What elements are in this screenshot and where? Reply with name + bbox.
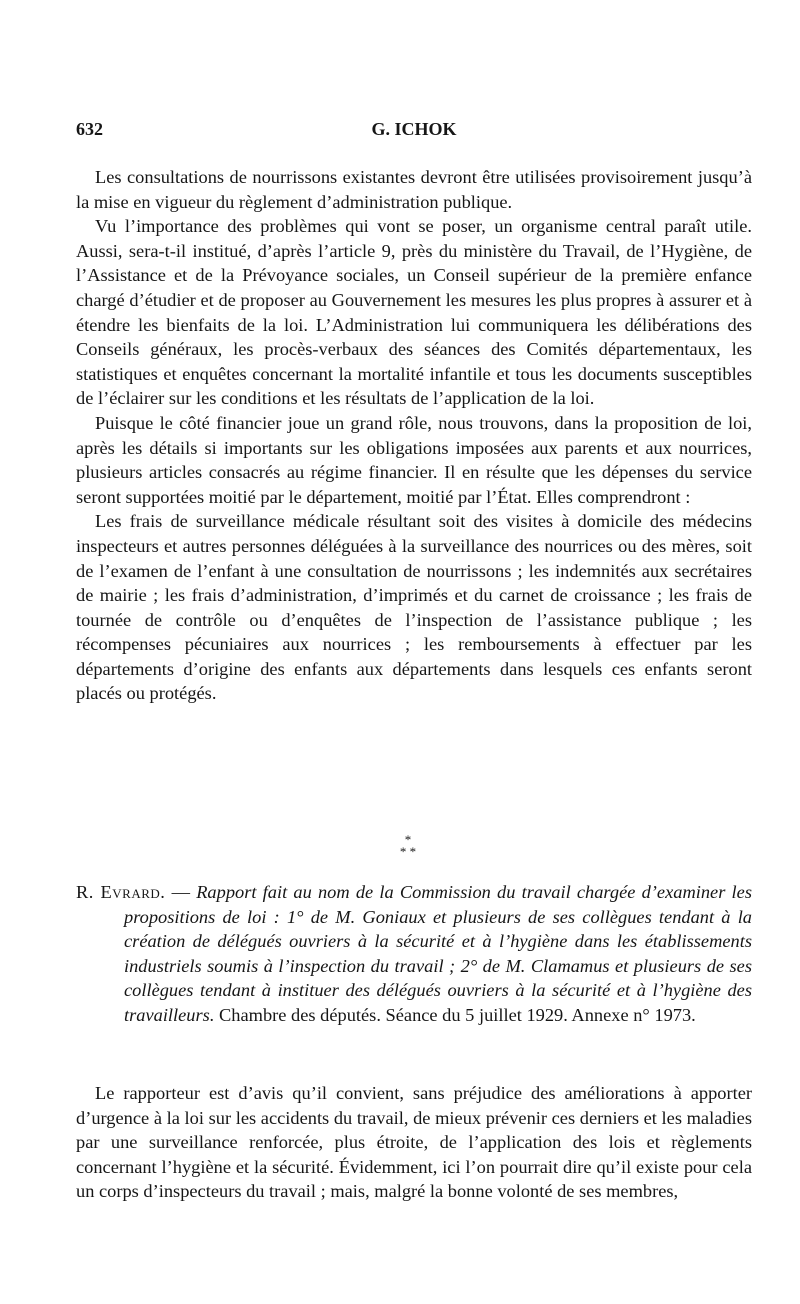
asterism-top: * [404,832,412,847]
asterism-separator [388,834,428,864]
paragraph: Les frais de surveillance médicale résultant soit des visites à domicile des médecins inspecteurs et autres personnes déléguées à la surveillance des nourrices ou des mères, soit de l’examen de l’enfant à une consultation de nourrissons ; les indemnités aux secrétaires de mairie ; les frais d’administration, d’imprimés et du carnet de croissance ; les frais de tournée de contrôle ou d’enquêtes de l’inspection de l’assistance publique ; les récompenses pécuniaires aux nourrices ; les remboursements à effectuer par les départements d’origine des enfants aux départements dans lesquels ces enfants seront placés ou protégés. [76,511,752,704]
bibliographic-entry [76,880,752,1028]
citation-author: R. Evrard. [76,882,166,902]
citation-title: Rapport fait au nom de la Commission du travail chargée d’examiner les propositions de loi : 1° de M. Goniaux et plusieurs de ses collègues tendant à la création de délégués ouvriers à la sécurité et à l’hygiène dans les établissements industriels soumis à l’inspection du travail ; 2° de M. Clamamus et plusieurs de ses collègues tendant à instituer des délégués ouvriers à la sécurité et à l’hygiène des travailleurs. [124,882,752,1025]
body-text [76,165,752,706]
paragraph: Le rapporteur est d’avis qu’il convient, sans préjudice des améliorations à apporter d’urgence à la loi sur les accidents du travail, de mieux prévenir ces derniers et les maladies par une surveillance renforcée, plus étroite, de l’application des lois et règlements concernant l’hygiène et la sécurité. Évidemment, ici l’on pourrait dire qu’il existe pour cela un corps d’inspecteurs du travail ; mais, malgré la bonne volonté de ses membres, [76,1083,752,1202]
page-header [76,119,752,143]
paragraph: Les consultations de nourrissons existantes devront être utilisées provisoirement jusqu’à la mise en vigueur du règlement d’administration publique. [76,167,752,212]
page-number: 632 [76,119,103,139]
running-title: G. ICHOK [371,119,457,139]
paragraph: Puisque le côté financier joue un grand rôle, nous trouvons, dans la proposition de loi, après les détails si importants sur les obligations imposées aux parents et aux nourrices, plusieurs articles consacrés au régime financier. Il en résulte que les dépenses du service seront supportées moitié par le département, moitié par l’État. Elles comprendront : [76,412,752,507]
citation-dash: — [165,882,197,902]
report-text [76,1081,752,1204]
citation [76,880,752,1028]
paragraph: Vu l’importance des problèmes qui vont se poser, un organisme central paraît utile. Aussi, sera-t-il institué, d’après l’article 9, près du ministère du Travail, de l’Hygiène, de l’Assistance et de la Prévoyance sociales, un Conseil supérieur de la première enfance chargé d’étudier et de proposer au Gouvernement les mesures les plus propres à assurer et à étendre les bienfaits de la loi. L’Administration lui communiquera les délibérations des Conseils généraux, les procès-verbaux des séances des Comités départementaux, les statistiques et enquêtes concernant la mortalité infantile et tous les documents susceptibles de l’éclairer sur les conditions et les résultats de l’application de la loi. [76,216,752,409]
citation-source: Chambre des députés. Séance du 5 juillet 1929. Annexe n° 1973. [214,1004,696,1025]
asterism-bottom: * * [399,844,417,859]
